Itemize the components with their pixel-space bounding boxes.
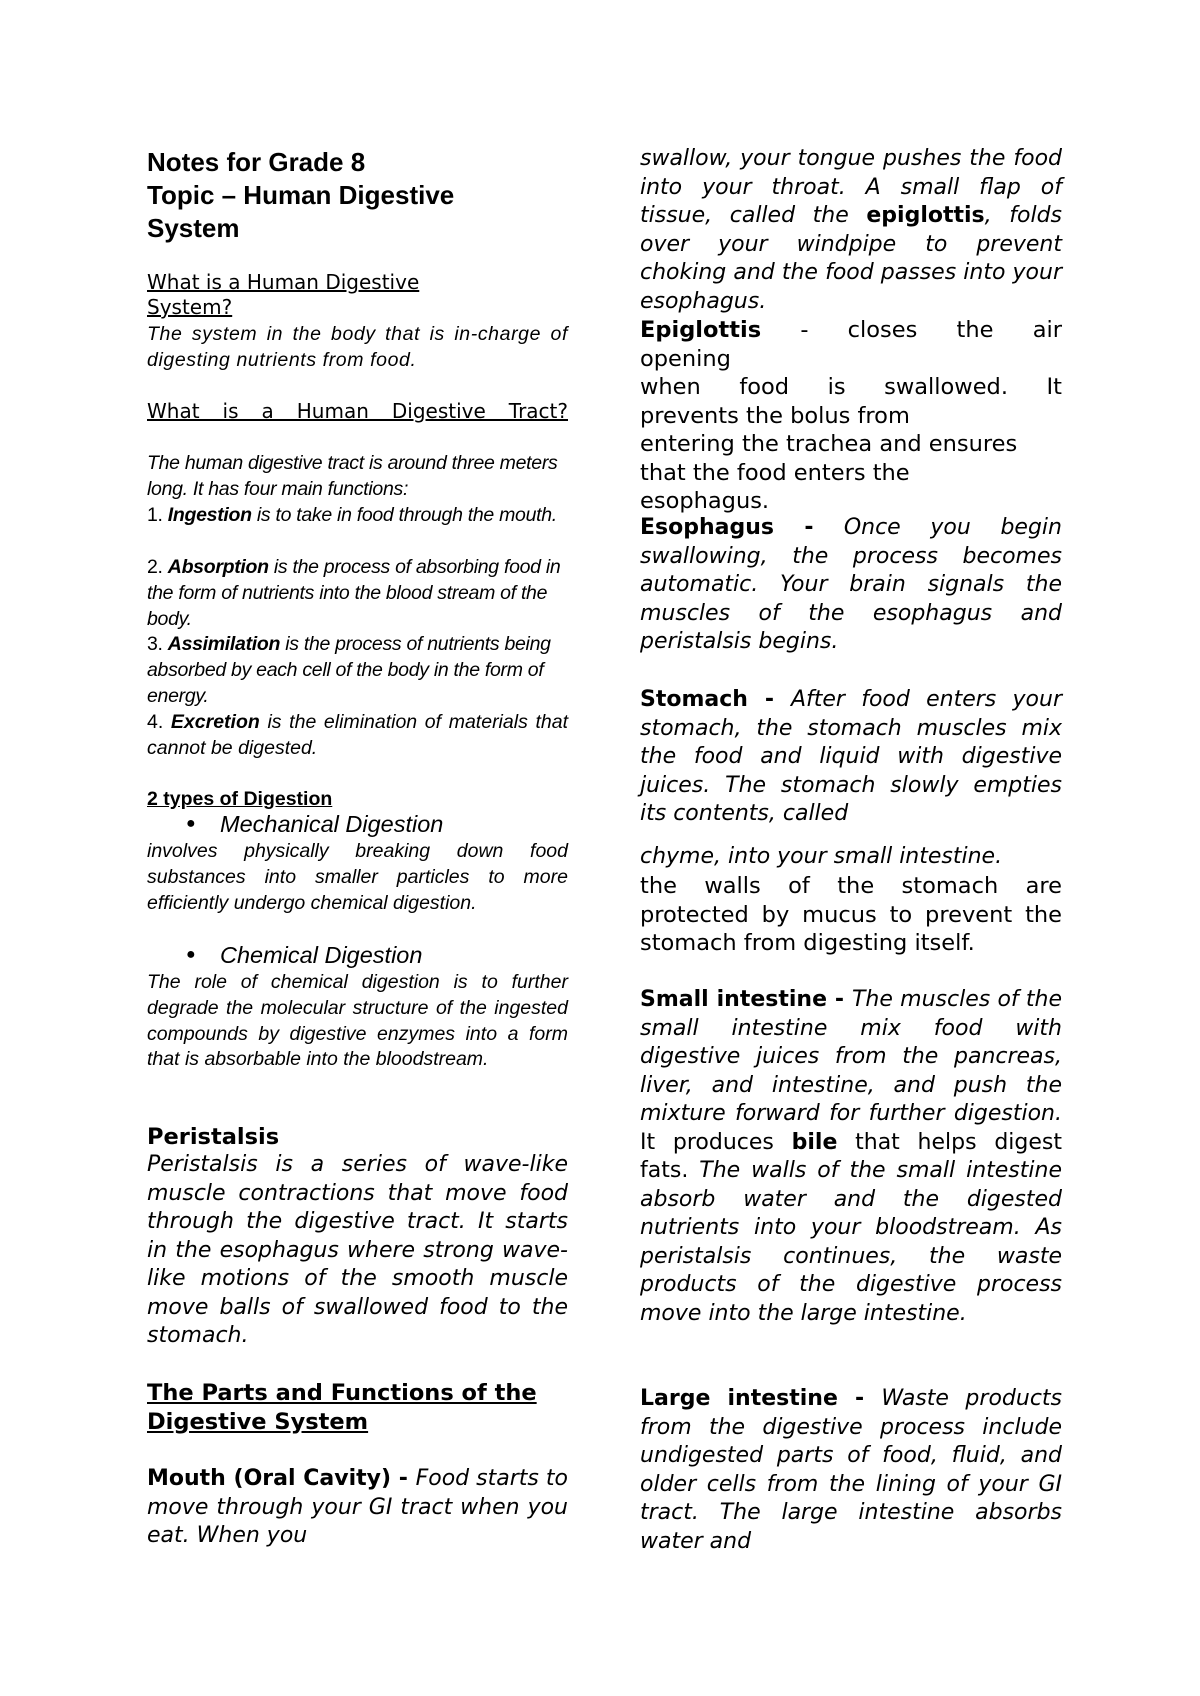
peristalsis-heading: Peristalsis: [147, 1124, 280, 1150]
bullet-icon: ●: [186, 815, 196, 832]
function-ingestion: 1. Ingestion is to take in food through the mouth.: [147, 504, 557, 526]
large-intestine-text: Large intestine - Waste products from the digestive process include undigested parts of food, fluid, and older cells from the lining of your GI tract. The large intestine absorbs water and: [640, 1386, 1062, 1554]
stomach-text: Stomach - After food enters your stomach, the stomach muscles mix the food and liquid with digestive juices. The stomach slowly empties its contents, called: [640, 687, 1062, 826]
what-tract-heading: What is a Human Digestive Tract?: [147, 399, 568, 423]
epiglottis-text: Epiglottis - closes the air opening when food is swallowed. It prevents the bolus from entering the trachea and ensures that the food enters the esophagus.: [640, 317, 1062, 514]
function-absorption: 2. Absorption is the process of absorbing food in the form of nutrients into the blood stream of the body.: [147, 556, 561, 630]
chemical-bullet: ● Chemical Digestion: [186, 942, 423, 968]
bullet-icon: ●: [186, 946, 196, 963]
types-heading: 2 types of Digestion: [147, 788, 333, 810]
small-intestine-text: Small intestine - The muscles of the small intestine mix food with digestive juices from the pancreas, liver, and intestine, and push the mixture forward for further digestion. It produces bile that helps digest fats. The walls of the small intestine absorb water and the digested nutrients into your bloodstream. As peristalsis continues, the waste products of the digestive process move into the large intestine.: [640, 987, 1063, 1326]
mechanical-text: involves physically breaking down food substances into smaller particles to more efficiently undergo chemical digestion.: [147, 840, 568, 914]
stomach-text-continued: chyme, into your small intestine.: [640, 844, 1003, 869]
title-line-1: Notes for Grade 8: [147, 147, 366, 177]
mechanical-bullet: ● Mechanical Digestion: [186, 811, 444, 837]
mouth-text: Mouth (Oral Cavity) - Food starts to move through your GI tract when you eat. When you: [147, 1466, 568, 1548]
chemical-text: The role of chemical digestion is to further degrade the molecular structure of the ingested compounds by digestive enzymes into a form that is absorbable into the bloodstream.: [147, 971, 568, 1071]
mouth-continued-text: swallow, your tongue pushes the food into your throat. A small flap of tissue, called the epiglottis, folds over your windpipe to prevent choking and the food passes into your esophagus.: [640, 146, 1062, 314]
what-system-text: The system in the body that is in-charge of digesting nutrients from food.: [147, 323, 568, 371]
function-assimilation: 3. Assimilation is the process of nutrients being absorbed by each cell of the body in the form of energy.: [147, 633, 551, 707]
title-line-3: System: [147, 213, 240, 243]
esophagus-text: Esophagus - Once you begin swallowing, the process becomes automatic. Your brain signals the muscles of the esophagus and peristalsis begins.: [640, 515, 1062, 654]
what-system-heading: What is a Human Digestive System?: [147, 270, 420, 319]
title-line-2: Topic – Human Digestive: [147, 180, 455, 210]
peristalsis-text: Peristalsis is a series of wave-like muscle contractions that move food through the digestive tract. It starts in the esophagus where strong wave-like motions of the smooth muscle move balls of swallowed food to the stomach.: [147, 1152, 568, 1348]
function-excretion: 4. Excretion is the elimination of materials that cannot be digested.: [147, 711, 568, 759]
document-title: [147, 146, 454, 245]
what-tract-text: The human digestive tract is around three meters long. It has four main functions:: [147, 452, 558, 500]
parts-heading: The Parts and Functions of the Digestive System: [147, 1380, 537, 1435]
stomach-walls-text: the walls of the stomach are protected by mucus to prevent the stomach from digesting itself.: [640, 873, 1062, 956]
